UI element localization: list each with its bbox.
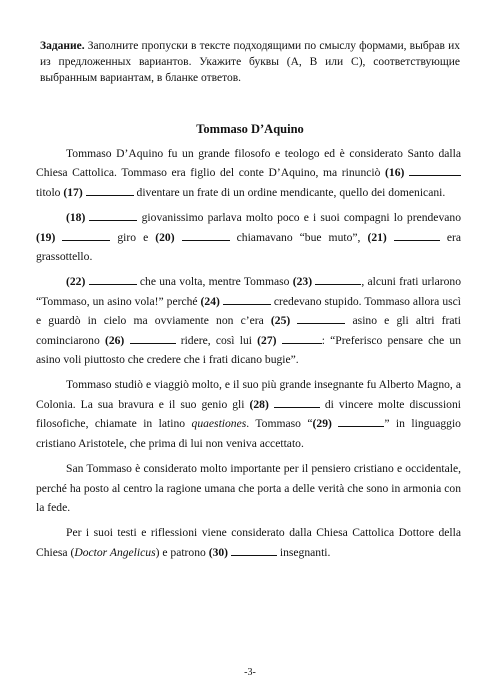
blank-25[interactable] <box>297 311 345 324</box>
blank-26[interactable] <box>130 331 176 344</box>
gap-number-18: (18) <box>66 211 86 225</box>
paragraph-1 <box>36 144 461 202</box>
text-title: Tommaso D’Aquino <box>196 122 304 136</box>
paragraph-5 <box>36 459 461 517</box>
gap-number-27: (27) <box>257 333 277 347</box>
paragraph-text: chiamavano “bue muto”, <box>229 230 368 244</box>
blank-27[interactable] <box>282 331 322 344</box>
paragraph-text: era grassottello. <box>36 230 461 264</box>
blank-30[interactable] <box>231 543 277 556</box>
text-body <box>36 144 461 562</box>
gap-number-26: (26) <box>104 333 125 347</box>
paragraph-text: Tommaso studiò e viaggiò molto, e il suo più grande insegnante fu Alberto Magno, a Colonia. La sua bravura e il suo genio gli <box>36 378 461 411</box>
paragraph-text: credevano stupido. Tommaso allora uscì e guardò in cielo ma ovviamente non c’era <box>36 294 461 328</box>
blank-29[interactable] <box>338 414 384 427</box>
gap-number-23: (23) <box>292 275 313 289</box>
blank-16[interactable] <box>409 163 461 176</box>
paragraph-2 <box>36 208 461 266</box>
gap-number-20: (20) <box>155 230 175 244</box>
latin-term: quaestiones <box>191 417 247 431</box>
gap-number-22: (22) <box>66 275 86 289</box>
paragraph-text: titolo <box>36 185 64 199</box>
paragraph-text: , alcuni frati urlarono “Tommaso, un asino vola!” perché <box>36 275 461 308</box>
paragraph-text: ridere, così lui <box>175 333 258 347</box>
blank-24[interactable] <box>223 292 271 305</box>
task-instructions <box>40 39 460 86</box>
gap-number-21: (21) <box>367 230 387 244</box>
paragraph-text: . Tommaso “ <box>246 417 313 431</box>
blank-17[interactable] <box>86 183 134 196</box>
task-text: Заполните пропуски в тексте подходящими по смыслу формами, выбрав их из предложенных вариантов. Укажите буквы (A, B или C), соответствующие выбранным вариантам, в бланке ответов. <box>40 40 460 84</box>
gap-number-17: (17) <box>63 185 83 199</box>
paragraph-6 <box>36 523 461 562</box>
paragraph-4 <box>36 375 461 453</box>
gap-number-30: (30) <box>208 545 229 559</box>
blank-21[interactable] <box>394 228 440 241</box>
latin-title: Doctor Angelicus <box>74 545 156 559</box>
blank-20[interactable] <box>182 228 230 241</box>
paragraph-text: di vincere molte discussioni filosofiche, chiamate in latino <box>36 397 461 431</box>
paragraph-text: ” in linguaggio cristiano Aristotele, che prima di lui non veniva accettato. <box>36 417 461 450</box>
task-label: Задание. <box>40 40 85 52</box>
paragraph-text: San Tommaso è considerato molto importante per il pensiero cristiano e occidentale, perché ha posto al centro la ragione umana che porta a delle verità che sono in armonia con la fede. <box>36 462 461 514</box>
blank-19[interactable] <box>62 228 110 241</box>
paragraph-text: diventare un frate di un ordine mendicante, quello dei domenicani. <box>133 185 446 199</box>
gap-number-25: (25) <box>270 314 291 328</box>
paragraph-text: insegnanti. <box>276 545 331 559</box>
paragraph-text: che una volta, mentre Tommaso <box>136 275 293 289</box>
gap-number-28: (28) <box>249 397 269 411</box>
paragraph-3 <box>36 272 461 369</box>
gap-number-29: (29) <box>312 417 332 431</box>
blank-18[interactable] <box>89 208 137 221</box>
paragraph-text: giovanissimo parlava molto poco e i suoi compagni lo prendevano <box>137 211 461 225</box>
paragraph-text: asino e gli altri frati cominciarono <box>36 314 461 347</box>
page-number: -3- <box>244 667 256 678</box>
paragraph-text: : “Preferisco pensare che un asino voli piuttosto che credere che i frati dicano bugie”. <box>36 333 461 367</box>
paragraph-text: Tommaso D’Aquino fu un grande filosofo e teologo ed è considerato Santo dalla Chiesa Cattolica. Tommaso era figlio del conte D’Aquino, ma rinunciò <box>36 147 461 180</box>
gap-number-19: (19) <box>36 230 56 244</box>
paragraph-text: ) e patrono <box>155 545 209 559</box>
paragraph-text: Per i suoi testi e riflessioni viene considerato dalla Chiesa Cattolica Dottore della Chiesa ( <box>36 526 461 559</box>
blank-23[interactable] <box>315 272 361 285</box>
blank-28[interactable] <box>274 395 320 408</box>
paragraph-text: giro e <box>110 230 156 244</box>
gap-number-16: (16) <box>385 166 405 180</box>
blank-22[interactable] <box>89 272 137 285</box>
gap-number-24: (24) <box>200 294 220 308</box>
